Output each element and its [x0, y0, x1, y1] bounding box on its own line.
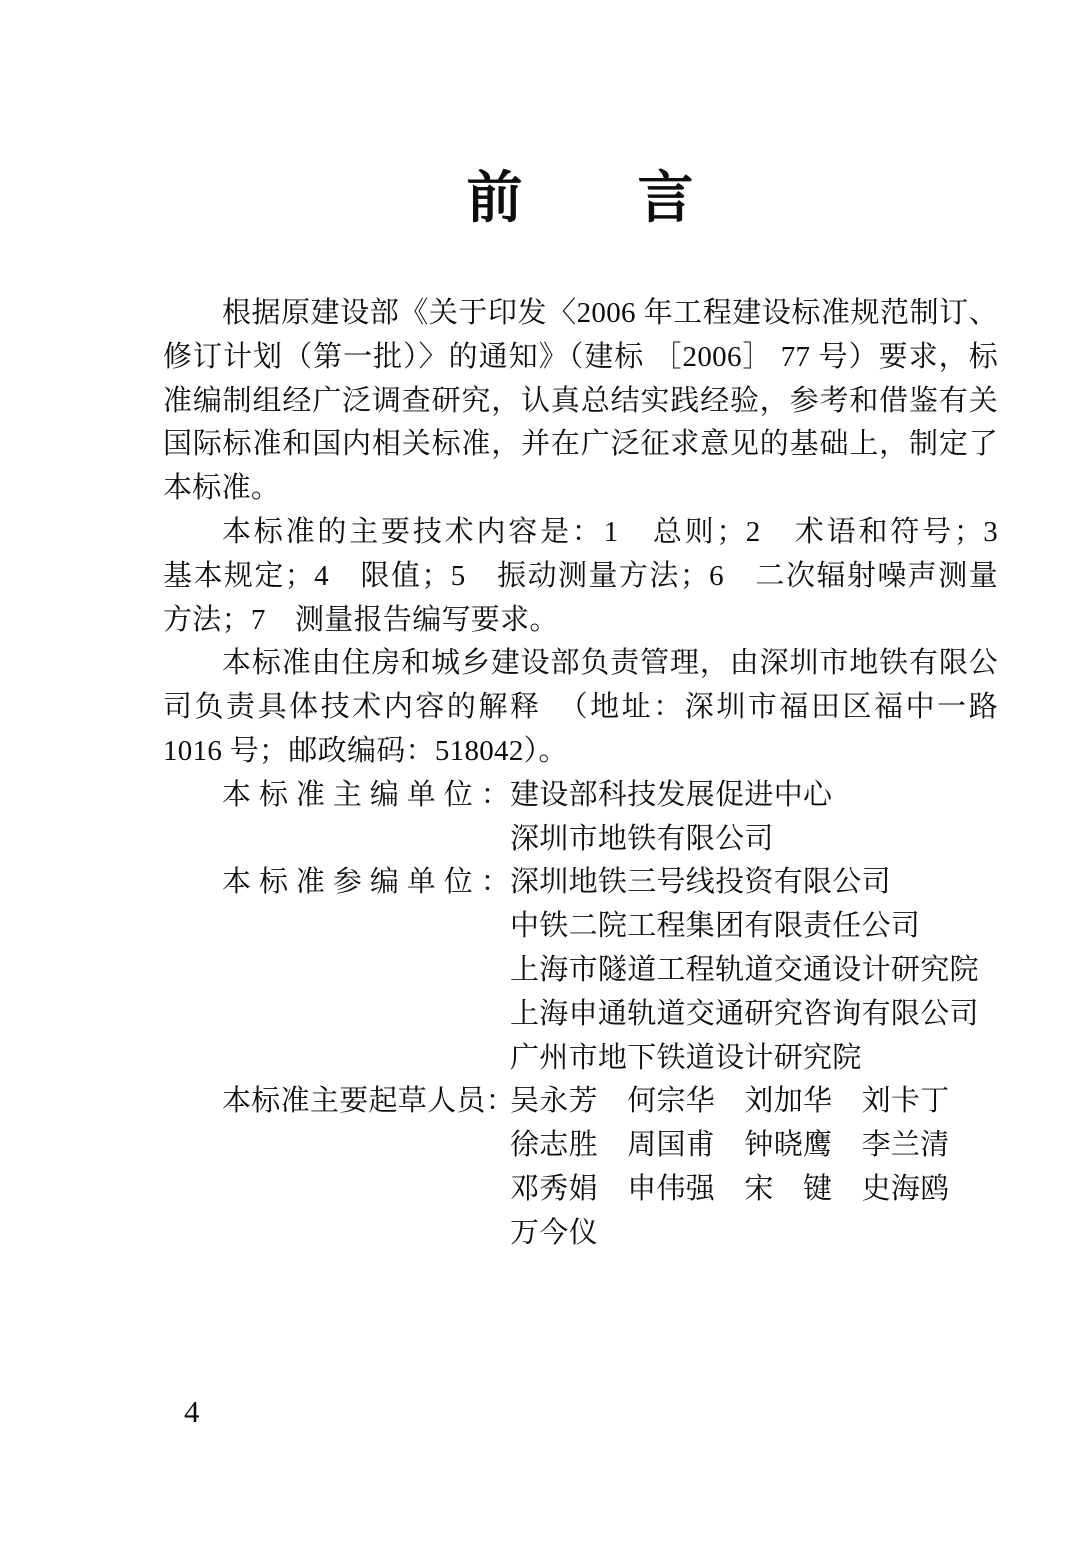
- entry-label: [222, 905, 510, 949]
- body-line: 1016 号；邮政编码：518042）。: [163, 734, 568, 767]
- body-line: 司负责具体技术内容的解释 （地址：深圳市福田区福中一路: [163, 691, 998, 724]
- body-line: 准编制组经广泛调查研究，认真总结实践经验，参考和借鉴有关: [163, 384, 998, 417]
- document-body: [163, 292, 998, 1256]
- body-line: [163, 1212, 998, 1256]
- entry-value: 邓秀娟 申伟强 宋 键 史海鸥: [510, 1172, 950, 1205]
- body-line: [163, 1168, 998, 1212]
- entry-label: [222, 1037, 510, 1081]
- page-title: 前 言: [466, 168, 695, 230]
- body-line: [163, 1124, 998, 1168]
- body-line: [163, 818, 998, 862]
- body-line: [163, 861, 998, 905]
- entry-value: 建设部科技发展促进中心: [510, 778, 833, 811]
- entry-value: 徐志胜 周国甫 钟晓鹰 李兰清: [510, 1129, 950, 1162]
- entry-value: 吴永芳 何宗华 刘加华 刘卡丁: [510, 1085, 950, 1118]
- entry-label: 本标准主要起草人员：: [222, 1085, 516, 1118]
- entry-label: [222, 1124, 510, 1168]
- body-line: [163, 1037, 998, 1081]
- entry-label: [222, 818, 510, 862]
- entry-value: 广州市地下铁道设计研究院: [510, 1041, 862, 1074]
- entry-label: 本标准主编单位：: [222, 778, 510, 811]
- body-line: [163, 905, 998, 949]
- entry-value: 深圳地铁三号线投资有限公司: [510, 866, 891, 899]
- body-line: 根据原建设部《关于印发〈2006 年工程建设标准规范制订、: [222, 297, 998, 329]
- body-line: 基本规定；4 限值；5 振动测量方法；6 二次辐射噪声测量: [163, 559, 998, 592]
- body-line: 本标准由住房和城乡建设部负责管理，由深圳市地铁有限公: [222, 647, 998, 680]
- entry-value: 万今仪: [510, 1216, 598, 1249]
- entry-label: [222, 1212, 510, 1256]
- page-number: 4: [184, 1394, 200, 1429]
- body-line: [163, 1080, 998, 1124]
- entry-value: 中铁二院工程集团有限责任公司: [510, 910, 921, 943]
- body-line: 本标准。: [163, 472, 281, 505]
- body-line: [163, 949, 998, 993]
- body-line: [163, 993, 998, 1037]
- entry-label: [222, 993, 510, 1037]
- entry-label: [222, 949, 510, 993]
- body-line: 方法；7 测量报告编写要求。: [163, 603, 559, 636]
- entry-label: [222, 1168, 510, 1212]
- body-line: [163, 774, 998, 818]
- entry-value: 上海申通轨道交通研究咨询有限公司: [510, 997, 979, 1030]
- body-line: 本标准的主要技术内容是：1 总则；2 术语和符号；3: [222, 515, 998, 548]
- entry-value: 深圳市地铁有限公司: [510, 822, 774, 855]
- entry-label: 本标准参编单位：: [222, 866, 510, 899]
- entry-value: 上海市隧道工程轨道交通设计研究院: [510, 953, 979, 986]
- body-line: 修订计划（第一批）〉的通知》（建标 ［2006］ 77 号）要求，标: [163, 340, 998, 373]
- body-line: 国际标准和国内相关标准，并在广泛征求意见的基础上，制定了: [163, 428, 998, 461]
